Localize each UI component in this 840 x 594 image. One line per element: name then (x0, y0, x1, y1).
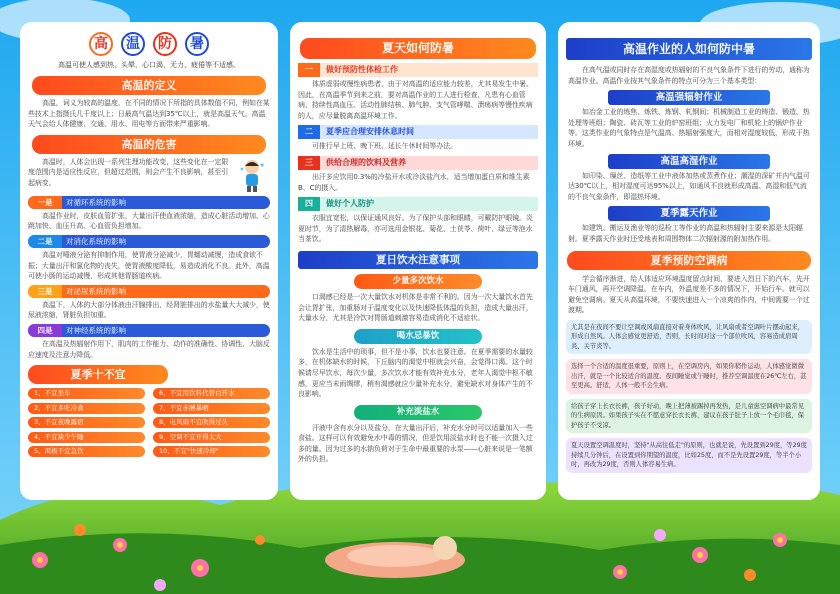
section-protection (298, 197, 538, 211)
harm-text-urinary: 高温下，人体的大部分体液由汗腺排出，经肾脏排出的水盐量大大减少，使尿液浓缩，肾脏负担加重。 (28, 300, 270, 320)
list-item: 3、不宜夜晚露宿 (28, 417, 145, 428)
type-heading-humid: 高温高湿作业 (608, 154, 770, 169)
main-title (20, 32, 278, 56)
section-text-protection: 衣服宜宽松，以保证通风良好。为了保护头部和眼睛，可戴防护眼镜。炎夏时节，为了清热解毒，亦可选用金银花、菊花、土茯苓、荷叶、绿豆等泡水当茶饮。 (298, 214, 533, 244)
harm-tag-digestive (28, 235, 270, 248)
section-nutrition (298, 156, 538, 170)
drink-heading: 夏日饮水注意事项 (298, 251, 538, 269)
type-heading-radiation: 高温强辐射作业 (608, 90, 770, 105)
type-text-humid: 如印染、缫丝、造纸等工业中液体加热或蒸煮作业；潮湿的深矿井内气温可达30℃以上，相对湿度可达95%以上，如通风不良就形成高温、高湿和低气流的不良气象条件，即湿热环境。 (568, 171, 810, 201)
harm-tag-num: 一是 (28, 196, 62, 209)
ac-heading: 夏季预防空调病 (567, 251, 811, 270)
harm-tag-urinary (28, 285, 270, 298)
section-text-checkup: 体质虚弱或慢性病患者，由于对高温的适应能力较差，尤其易发生中暑。因此，在高温季节到来之前，要对高温作业的工人进行检查，凡患有心血管病、持续性高血压、活动性肺结核、肺气肿、支气管哮喘、溃疡病等慢性疾病的人，应尽量脱离高温环境工作。 (298, 80, 533, 120)
ac-intro: 学会循序渐进，给人体适应环境温度留点时间，要进入烈日下的汽车，先开车门通风，再开空调降温。在车内，外温度差不多的情况下，开始行车。就可以避免空调病。夏天从高温环境，不要快速进入一个凉爽的作内，中间需要一个过渡期。 (568, 274, 810, 315)
prevention-heading: 夏天如何防暑 (300, 38, 536, 59)
intro-text: 高温可使人感到热，头晕，心口渴，无力，疲倦等不适感。 (58, 61, 240, 69)
section-num: 一 (298, 63, 320, 77)
list-item: 4、不宜缺少午睡 (28, 432, 145, 443)
harm-tag-nervous (28, 324, 270, 337)
column-summer-prevention (290, 22, 546, 500)
title-char-4: 暑 (185, 32, 209, 56)
list-item: 10、不宜"快速冷却" (153, 446, 270, 457)
harm-tag-label: 对泌尿系统的影响 (66, 286, 126, 296)
title-char-1: 高 (89, 32, 113, 56)
work-intro: 在高气温或同时存在高湿度或热辐射的不良气象条件下进行的劳动，通称为高温作业。高温作业按其气象条件的特点可分为三个基本类型： (568, 66, 810, 85)
section-label: 供给合理的饮料及营养 (320, 156, 538, 170)
section-label: 做好个人防护 (320, 197, 538, 211)
harm-tag-num: 二是 (28, 235, 62, 248)
harm-text-digestive: 高温对唾液分泌有抑制作用，使胃液分泌减少，胃蠕动减慢，造成食欲不振；大量出汗和氯化物的丧失，使胃液酸度降低，易造成消化不良。此外，高温可使小肠的运动减慢，形成其他胃肠道疾病。 (28, 250, 270, 281)
list-item: 5、渴极不宜急饮 (28, 446, 145, 457)
harm-tag-num: 三是 (28, 285, 62, 298)
ac-tip-temperature: 选择一个合适的温度很重要，原则上，在空调房内，如果你稍作运动，人体感觉微微出汗，就是一个比较适合的温度。夜间睡觉或午睡时，推荐空调温度在26℃左右，甚至更高。舒适，人体一般不会生病。 (566, 359, 812, 394)
column-heat-overview (20, 22, 278, 500)
list-item: 9、空调不宜开得太大 (153, 432, 270, 443)
list-item: 2、不宜多吃冷食 (28, 403, 145, 414)
harm-heading: 高温的危害 (32, 135, 266, 154)
definition-text: 高温，词义为较高的温度，在不同的情况下所指的具体数值不同，例如在某些技术上指摄氏几千度以上；日最高气温达到35℃以上，就是高温天气。高温天气会给人体健康、交通、用水、用电等方面带来严重影响。 (28, 99, 270, 129)
ac-tip-children: 给孩子穿上长衣长裤，孩子好动，晚上把薄被踢掉再发热，是儿童患空调病中最常见的生病原因。如果孩子实在不愿意穿长衣长裤，建议在孩子肚子上放一个毛巾毯，保护孩子不受凉。 (566, 399, 812, 434)
drink-tip-text-small-amount: 口渴感已经是一次大量饮水对机体是非常不利的。因为一次大量饮水首先会让胃扩张，加重肠对于温度变化以及快速降低体温的负担，造成大量出汗，大量水分，尤其是冷饮对胃肠道刺激容易造成消化不适症状。 (298, 292, 533, 323)
harm-tag-label: 对消化系统的影响 (66, 236, 126, 246)
harm-tag-num: 四是 (28, 324, 62, 337)
definition-heading: 高温的定义 (32, 76, 266, 95)
drink-tip-text-no-binge: 饮水是生活中的琐事，但不是小事，饮水也要注意。在夏季需要的水量较多，在机体缺水的时候，下丘脑内的渴觉中枢就会兴奋，会觉得口渴。这个时候请尽早饮水，每次少量，多次饮水才能有效补充水分，老年人渴觉中枢不敏感，更应当未雨绸缪，稍有渴感就应少量补充水分，避免缺水对身体产生的不良影响。 (298, 347, 533, 399)
section-label: 做好预防性体检工作 (320, 63, 538, 77)
drink-tip-title-salt-water: 补充淡盐水 (354, 405, 482, 420)
harm-tag-label: 对神经系统的影响 (66, 325, 126, 335)
ten-dont-list (20, 384, 278, 457)
work-heading: 高温作业的人如何防中暑 (566, 38, 812, 60)
column-high-temp-work (558, 22, 820, 500)
section-num: 三 (298, 156, 320, 170)
title-char-2: 温 (121, 32, 145, 56)
drink-tip-title-no-binge: 喝水忌暴饮 (354, 329, 482, 344)
list-item: 8、电风扇不宜吹得过久 (153, 417, 270, 428)
list-item: 7、不宜赤膊暴晒 (153, 403, 270, 414)
harm-text-circulatory: 高温作业时，皮肤血管扩张，大量出汗使血液浓缩，造成心脏活动增加、心跳加快、血压升高、心血管负担增加。 (28, 211, 270, 231)
ac-tip-setting: 夏天设置空调温度时，坚持"从高往低走"的原则，也就是说，先设置到29度，等29度持续几分钟后，在设置到你期望的温度，比如25度，而不是先设置29度，等半个小时，再改为29度，否则人体容易生病。 (566, 438, 812, 473)
section-checkup (298, 63, 538, 77)
harm-tag-circulatory (28, 196, 270, 209)
section-num: 四 (298, 197, 320, 211)
section-label: 夏季应合理安排休息时间 (320, 125, 538, 139)
section-text-nutrition: 出汗多应饮用0.3%的冷盐开水或冷淡盐汽水，适当增加蛋白质和维生素B、C的摄入。 (298, 172, 530, 192)
drink-tip-title-small-amount: 少量多次饮水 (354, 274, 482, 289)
type-text-radiation: 如冶金工业的炼焦、炼铁、炼钢、轧钢间；机械制造工业的铸造、锻造、热处理等班组；陶瓷、砖瓦等工业的炉窑班组；火力发电厂和机轮上的锅炉作业等。这类作业的气象特点是气温高、热辐射强度大，而相对湿度较低，形成干热环境。 (568, 108, 810, 148)
type-heading-outdoor: 夏季露天作业 (608, 206, 770, 221)
harm-intro: 高温时，人体会出现一系列生理功能改变，这些变化在一定限度范围内是适应性反应，但超过范围，则会产生不良影响，甚至引起病变。 (28, 157, 229, 187)
ac-tip-wind: 尤其是在夜间不要让空调或风扇直接对着身体吹风，让风扇或者空调叶片摆动起来，形成自然风。人体会感觉更舒适，否则，长时间对这一个部位吹风，容易造成肩周炎、关节炎等。 (566, 320, 812, 355)
harm-text-nervous: 在高温及热辐射作用下，肌肉的工作能力、动作的准确性、协调性、大脑反应速度及注意力降低。 (28, 339, 270, 359)
section-num: 二 (298, 125, 320, 139)
type-text-outdoor: 如建筑、搬运及渔业等的巡检工等作业的高温和热辐射主要来源是太阳辐射。夏季露天作业时还受地表和周围物体二次辐射源的附加热作用。 (568, 224, 803, 243)
section-text-rest: 可推行早上班、晚下班、延长午休时间等办法。 (312, 142, 457, 151)
title-char-3: 防 (153, 32, 177, 56)
section-rest (298, 125, 538, 139)
list-item: 6、不宜用饮料代替白开水 (153, 388, 270, 399)
list-item: 1、不宜坐车 (28, 388, 145, 399)
harm-tag-label: 对循环系统的影响 (66, 197, 126, 207)
drink-tip-text-salt-water: 汗液中含有水分以及盐分，在大量出汗后，补充水分时可以适量加入一些食盐。这样可以有效避免水中毒的情况，但是饮用淡盐水时也不能一次摄入过多的量。因为过多的水钠负荷对于生命中最重要的水泵——心脏来说是一笔额外的负担。 (298, 423, 533, 464)
ten-dont-heading: 夏季十不宜 (28, 365, 168, 384)
sweating-person-icon (234, 157, 270, 193)
